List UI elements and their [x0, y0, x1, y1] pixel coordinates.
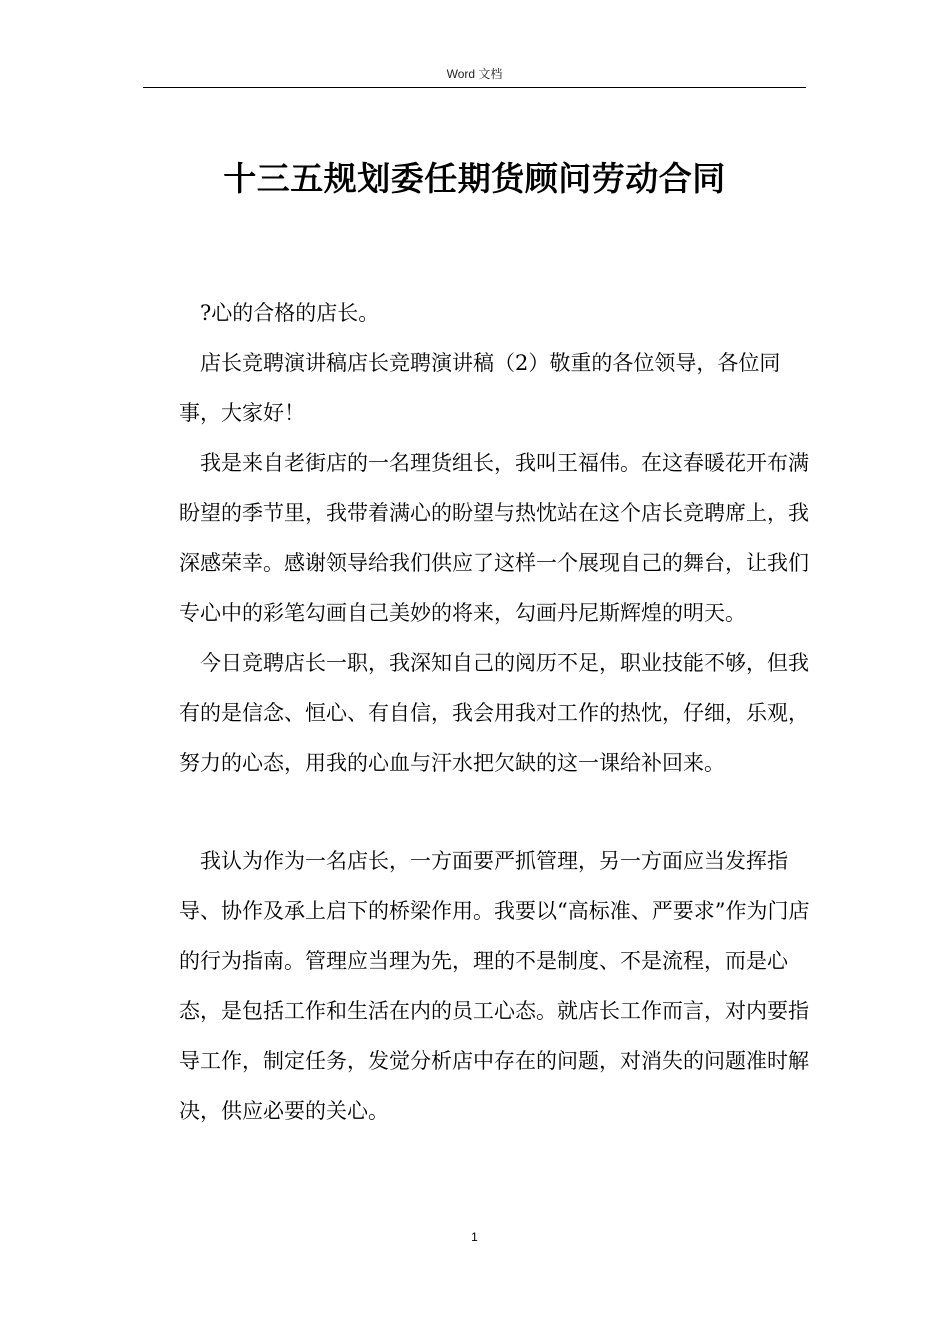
document-title: 十三五规划委任期货顾问劳动合同 [223, 159, 726, 198]
page-header: Word 文档 [446, 67, 503, 81]
paragraph-4: 今日竞聘店长一职，我深知自己的阅历不足，职业技能不够，但我有的是信念、恒心、有自信，我会用我对工作的热忱，仔细，乐观，努力的心态，用我的心血与汗水把欠缺的这一课给补回来。 [179, 651, 809, 775]
header-divider [143, 87, 806, 88]
paragraph-3: 我是来自老街店的一名理货组长，我叫王福伟。在这春暖花开布满盼望的季节里，我带着满心的盼望与热忱站在这个店长竞聘席上，我深感荣幸。感谢领导给我们供应了这样一个展现自己的舞台，让我们专心中的彩笔勾画自己美妙的将来，勾画丹尼斯辉煌的明天。 [179, 451, 809, 625]
document-body [179, 288, 819, 1136]
paragraph-1: ?心的合格的店长。 [200, 301, 380, 325]
paragraph-2: 店长竞聘演讲稿店长竞聘演讲稿（2）敬重的各位领导，各位同事，大家好！ [179, 351, 781, 425]
paragraph-5: 我认为作为一名店长，一方面要严抓管理，另一方面应当发挥指导、协作及承上启下的桥梁作用。我要以“高标准、严要求”作为门店的行为指南。管理应当理为先，理的不是制度、不是流程，而是心态，是包括工作和生活在内的员工心态。就店长工作而言，对内要指导工作，制定任务，发觉分析店中存在的问题，对消失的问题准时解决，供应必要的关心。 [179, 849, 810, 1123]
page-number: 1 [471, 1230, 478, 1244]
paragraph-spacer [179, 788, 819, 836]
